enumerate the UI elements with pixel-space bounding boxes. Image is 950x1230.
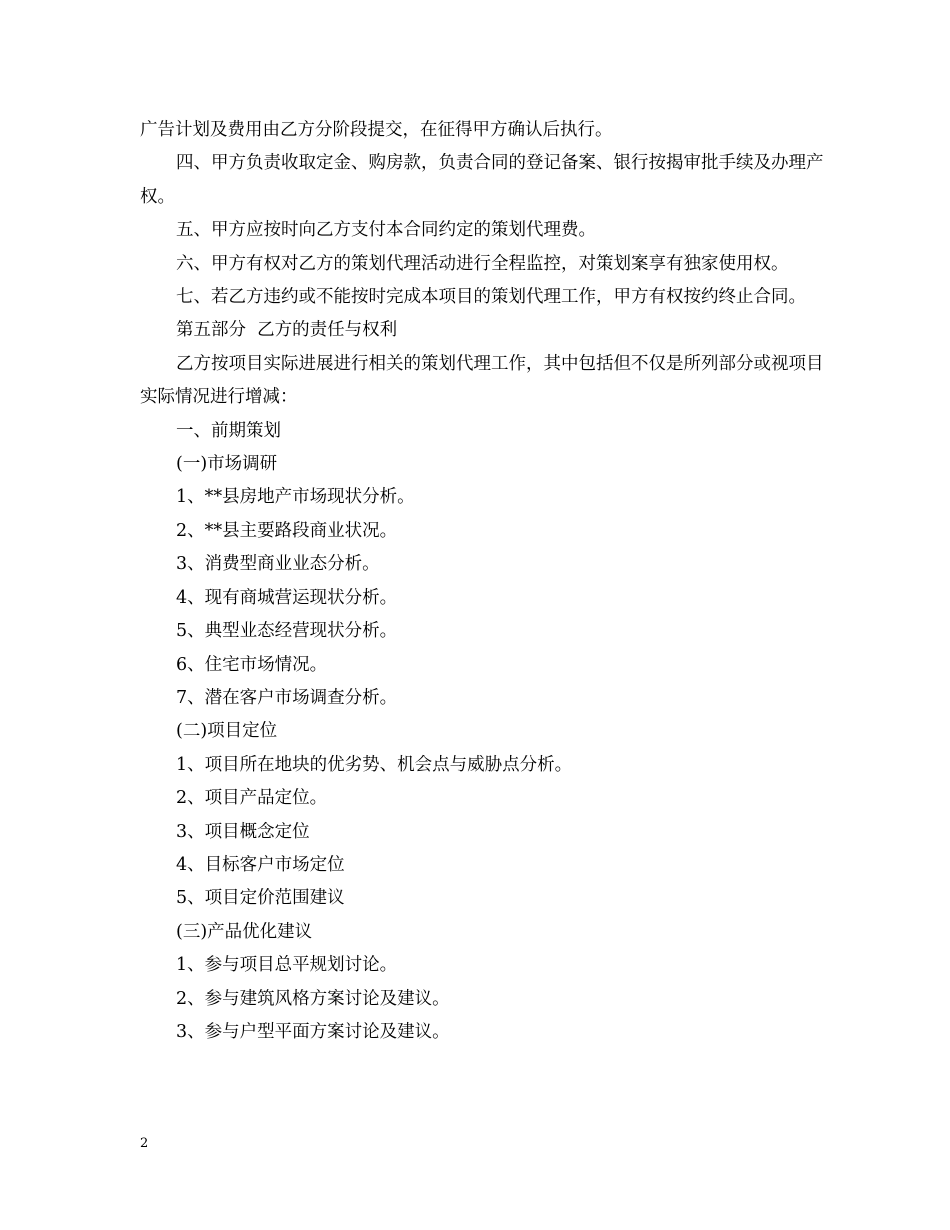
subsection-heading: 一、前期策划 xyxy=(176,420,281,441)
page-number: 2 xyxy=(140,1136,149,1151)
list-item: 3、消费型商业业态分析。 xyxy=(176,554,380,575)
list-item: 6、住宅市场情况。 xyxy=(176,654,328,675)
list-item: 4、目标客户市场定位 xyxy=(176,854,345,875)
document-body xyxy=(140,114,830,1049)
list-item: 1、**县房地产市场现状分析。 xyxy=(176,487,415,508)
paragraph: 乙方按项目实际进展进行相关的策划代理工作，其中包括但不仅是所列部分或视项目 实际情况进行增减： xyxy=(140,353,824,408)
subsection-heading: (三)产品优化建议 xyxy=(176,921,313,942)
list-item: 4、现有商城营运现状分析。 xyxy=(176,587,398,608)
subsection-heading: (一)市场调研 xyxy=(176,454,278,475)
section-heading: 第五部分 乙方的责任与权利 xyxy=(176,320,398,341)
paragraph: 广告计划及费用由乙方分阶段提交，在征得甲方确认后执行。 xyxy=(140,120,613,140)
list-item: 1、参与项目总平规划讨论。 xyxy=(176,955,398,976)
list-item: 1、项目所在地块的优劣势、机会点与威胁点分析。 xyxy=(176,754,573,775)
paragraph: 五、甲方应按时向乙方支付本合同约定的策划代理费。 xyxy=(176,220,596,241)
paragraph: 七、若乙方违约或不能按时完成本项目的策划代理工作，甲方有权按约终止合同。 xyxy=(176,287,806,308)
list-item: 2、参与建筑风格方案讨论及建议。 xyxy=(176,988,450,1009)
list-item: 3、参与户型平面方案讨论及建议。 xyxy=(176,1021,450,1042)
subsection-heading: (二)项目定位 xyxy=(176,721,278,742)
list-item: 5、典型业态经营现状分析。 xyxy=(176,621,398,642)
paragraph: 六、甲方有权对乙方的策划代理活动进行全程监控，对策划案享有独家使用权。 xyxy=(176,253,789,274)
list-item: 3、项目概念定位 xyxy=(176,821,310,842)
list-item: 2、项目产品定位。 xyxy=(176,788,328,809)
list-item: 5、项目定价范围建议 xyxy=(176,888,345,909)
list-item: 2、**县主要路段商业状况。 xyxy=(176,520,398,541)
list-item: 7、潜在客户市场调查分析。 xyxy=(176,687,398,708)
paragraph: 四、甲方负责收取定金、购房款，负责合同的登记备案、银行按揭审批手续及办理产权。 xyxy=(140,153,824,207)
